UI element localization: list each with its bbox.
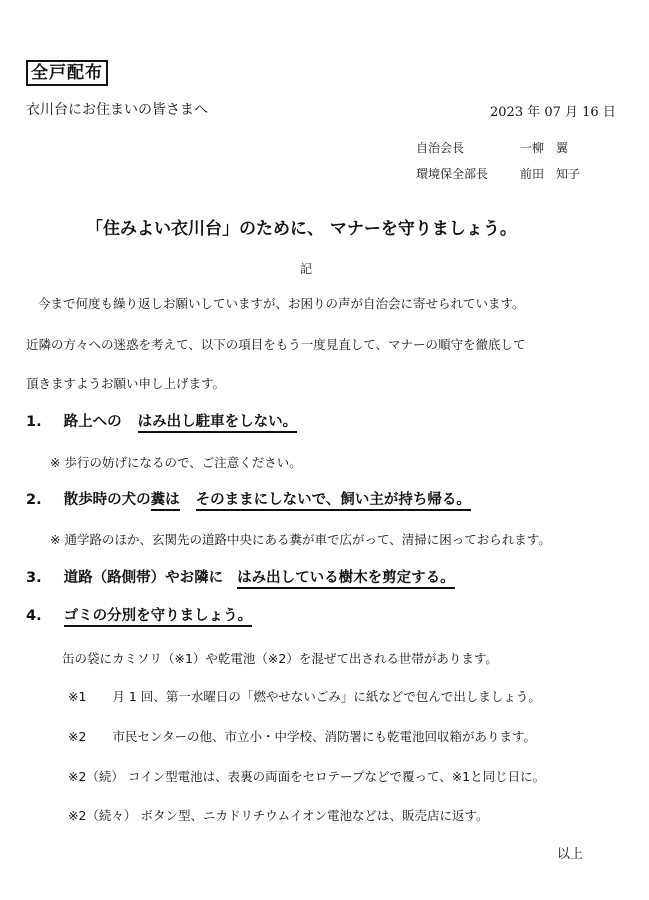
item-number: 4. — [26, 608, 42, 624]
sub-text: コイン型電池は、表裏の両面をセロテープなどで覆って、※1と同じ日に。 — [127, 769, 546, 784]
item-4-intro: 缶の袋にカミソリ（※1）や乾電池（※2）を混ぜて出される世帯があります。 — [62, 651, 498, 666]
sub-text: 月 1 回、第一水曜日の「燃やせないごみ」に紙などで包んで出しましょう。 — [112, 689, 541, 704]
item-number: 1. — [26, 414, 42, 430]
item-number: 3. — [26, 570, 42, 586]
sub-mark: ※2（続） — [68, 769, 124, 784]
item-1 — [26, 410, 297, 431]
item-4 — [26, 604, 252, 625]
item-pre-emphasis: 糞は — [151, 492, 180, 511]
item-text: 路上への — [63, 414, 122, 430]
item-4-sub-2 — [68, 727, 536, 745]
distribution-stamp: 全戸配布 — [26, 60, 108, 86]
item-2 — [26, 488, 471, 509]
sub-mark: ※2 — [68, 729, 87, 744]
sub-mark: ※1 — [68, 689, 87, 704]
closing-mark: 以上 — [557, 847, 584, 862]
item-4-sub-4 — [68, 806, 488, 824]
intro-line-3: 頂きますようお願い申し上げます。 — [26, 376, 226, 391]
item-text: 道路（路側帯）やお隣に — [63, 570, 224, 586]
item-emphasis: そのままにしないで、飼い主が持ち帰る。 — [196, 492, 471, 511]
item-2-note: ※ 通学路のほか、玄関先の道路中央にある糞が車で広がって、清掃に困っておられます。 — [50, 532, 551, 547]
signature-role-chair: 自治会長 — [416, 141, 465, 155]
item-emphasis: はみ出している樹木を剪定する。 — [237, 570, 455, 589]
intro-line-2: 近隣の方々への迷惑を考えて、以下の項目をもう一度見直して、マナーの順守を徹底して — [26, 337, 526, 352]
issue-date: 2023 年 07 月 16 日 — [490, 105, 616, 120]
item-text: 散歩時の犬の — [63, 492, 151, 508]
notice-title: 「住みよい衣川台」のために、 マナーを守りましょう。 — [86, 219, 517, 239]
intro-line-1: 今まで何度も繰り返しお願いしていますが、お困りの声が自治会に寄せられています。 — [38, 296, 525, 311]
sub-text: ボタン型、ニカドリチウムイオン電池などは、販売店に返す。 — [140, 808, 489, 823]
sub-text: 市民センターの他、市立小・中学校、消防署にも乾電池回収箱があります。 — [112, 729, 536, 744]
sub-mark: ※2（続々） — [68, 808, 137, 823]
signature-name-env: 前田 知子 — [520, 167, 581, 181]
addressee: 衣川台にお住まいの皆さまへ — [26, 102, 208, 118]
item-3 — [26, 566, 455, 587]
item-1-note: ※ 歩行の妨げになるので、ご注意ください。 — [50, 455, 302, 470]
signature-name-chair: 一柳 翼 — [520, 141, 569, 155]
item-4-sub-3 — [68, 767, 545, 785]
item-emphasis: ゴミの分別を守りましょう。 — [64, 608, 253, 627]
signature-role-env: 環境保全部長 — [416, 167, 489, 181]
item-4-sub-1 — [68, 687, 541, 705]
ki-mark: 記 — [300, 262, 313, 276]
item-number: 2. — [26, 492, 42, 508]
item-emphasis: はみ出し駐車をしない。 — [138, 414, 298, 433]
